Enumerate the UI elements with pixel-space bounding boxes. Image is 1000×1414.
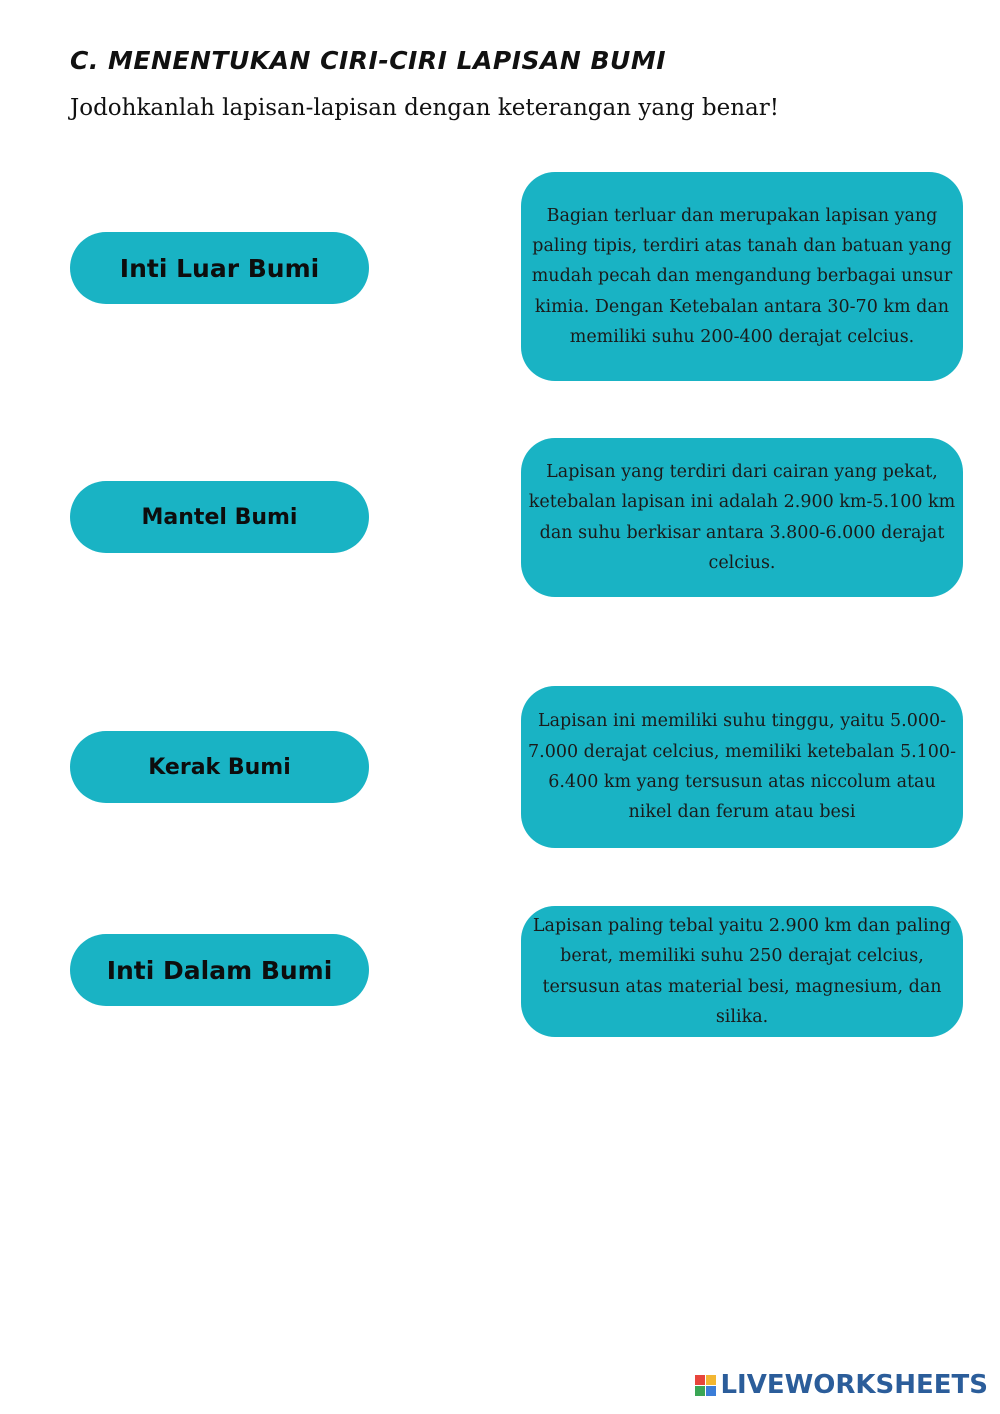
layer-option-kerak[interactable] xyxy=(70,731,369,803)
layer-option-mantel[interactable] xyxy=(70,481,369,553)
layer-option-inti-luar[interactable] xyxy=(70,232,369,304)
description-box-4[interactable] xyxy=(521,906,963,1037)
logo-text: LIVEWORKSHEETS xyxy=(720,1370,988,1400)
layer-option-label: Inti Luar Bumi xyxy=(119,253,320,283)
layer-option-label: Mantel Bumi xyxy=(141,504,298,530)
liveworksheets-logo xyxy=(695,1370,988,1400)
layer-option-inti-dalam[interactable] xyxy=(70,934,369,1006)
section-title: C. MENENTUKAN CIRI-CIRI LAPISAN BUMI xyxy=(70,46,667,75)
description-box-3[interactable] xyxy=(521,686,963,848)
instruction-text: Jodohkanlah lapisan-lapisan dengan keterangan yang benar! xyxy=(70,95,779,121)
layer-option-label: Inti Dalam Bumi xyxy=(106,955,333,985)
description-text: Lapisan paling tebal yaitu 2.900 km dan paling berat, memiliki suhu 250 derajat celcius, tersusun atas material besi, magnesium, dan silika. xyxy=(532,915,952,1027)
description-box-2[interactable] xyxy=(521,438,963,597)
description-text: Bagian terluar dan merupakan lapisan yang paling tipis, terdiri atas tanah dan batuan yang mudah pecah dan mengandung berbagai unsur kimia. Dengan Ketebalan antara 30-70 km dan memiliki suhu 200-400 derajat celcius. xyxy=(531,205,953,347)
liveworksheets-logo-icon xyxy=(695,1375,716,1396)
description-text: Lapisan yang terdiri dari cairan yang pekat, ketebalan lapisan ini adalah 2.900 km-5.100 km dan suhu berkisar antara 3.800-6.000 derajat celcius. xyxy=(528,461,956,573)
description-text: Lapisan ini memiliki suhu tinggu, yaitu 5.000-7.000 derajat celcius, memiliki ketebalan 5.100-6.400 km yang tersusun atas niccolum atau nikel dan ferum atau besi xyxy=(528,711,956,823)
layer-option-label: Kerak Bumi xyxy=(148,754,291,780)
description-box-1[interactable] xyxy=(521,172,963,381)
